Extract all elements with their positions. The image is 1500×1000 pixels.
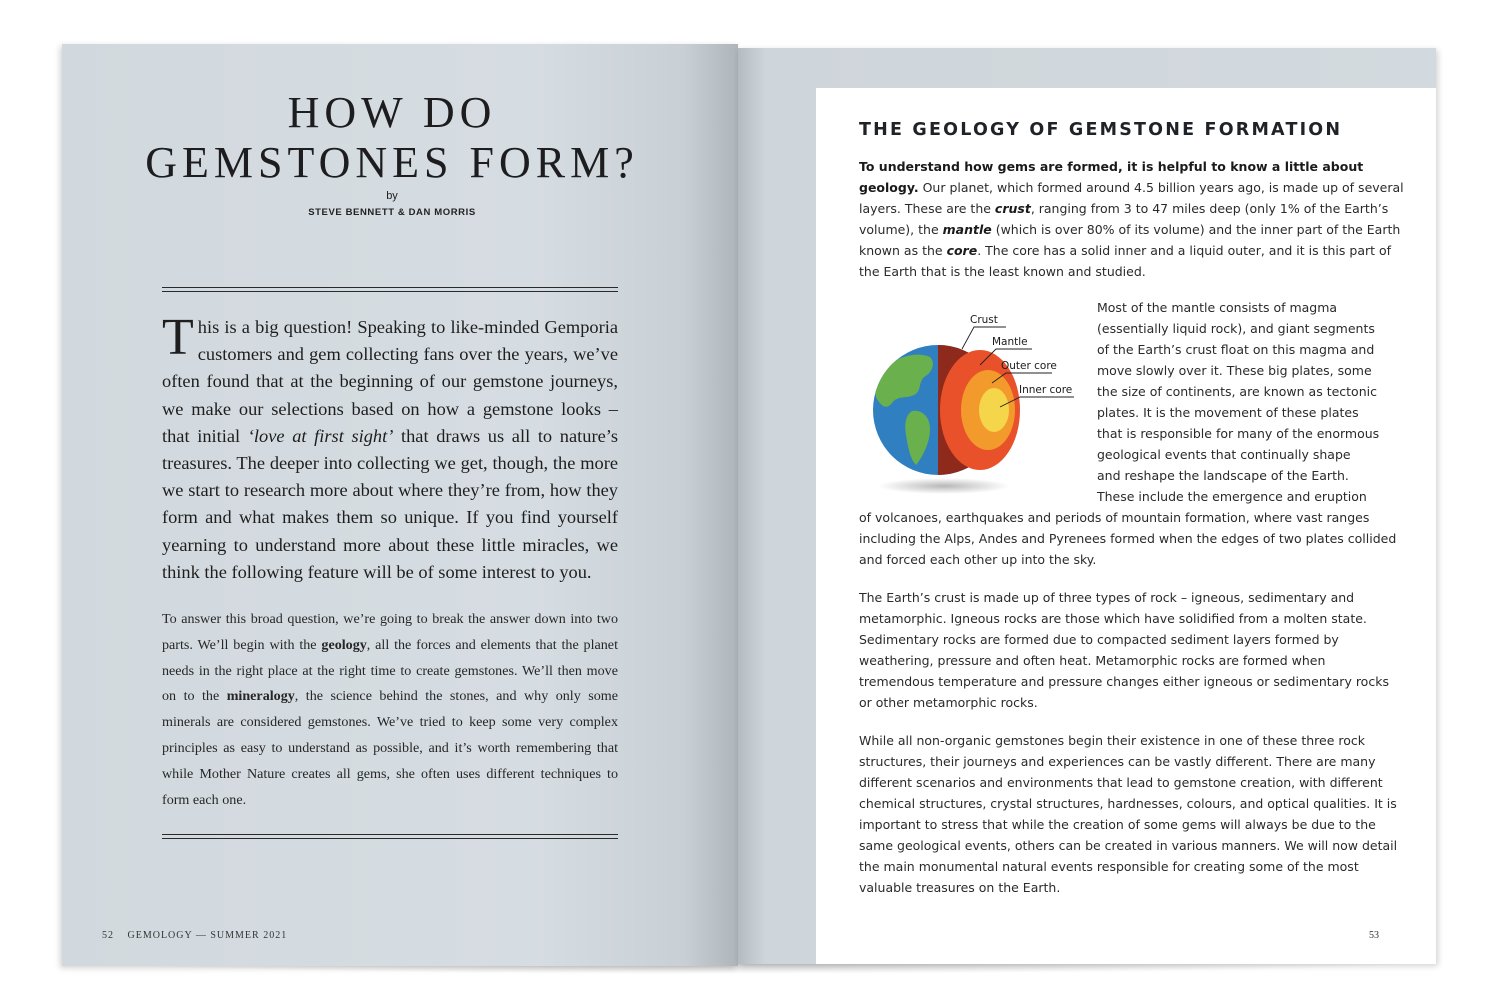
earth-layers-diagram (856, 299, 1086, 499)
label-crust: Crust (970, 314, 998, 326)
term-mantle: mantle (942, 222, 992, 237)
footer-magazine: GEMOLOGY — SUMMER 2021 (127, 930, 288, 941)
left-page (62, 44, 738, 966)
right-paragraph-4: While all non-organic gemstones begin their existence in one of these three rock structures, their journeys and experiences can be vastly different. There are many different scenarios and environments that lead to gemstone creation, with different chemical structures, crystal structures, hardnesses, colours, and optical qualities. It is important to stress that while the creation of some gems will always be due to the same geological events, others can be created in various manners. We will now detail the main monumental natural events responsible for creating some of the most valuable treasures on the Earth. (859, 733, 1398, 895)
p1-text-b: , ranging from 3 to 47 miles deep (only 1% of the Earth’s volume), the (859, 201, 1389, 237)
wrap-line: and reshape the landscape of the Earth. (1097, 468, 1349, 483)
label-inner-core: Inner core (1019, 384, 1073, 396)
label-outer-core: Outer core (1001, 360, 1057, 372)
right-paragraph-1 (859, 156, 1404, 282)
wrap-line: These include the emergence and eruption (1097, 489, 1367, 504)
left-body-bold-geology: geology (321, 636, 367, 653)
right-paragraph-2-rest: of volcanoes, earthquakes and periods of mountain formation, where vast ranges including the Alps, Andes and Pyrenees formed when the edges of two plates collided and forced each other up into the sky. (859, 510, 1397, 567)
wrap-line: plates. It is the movement of these plates (1097, 405, 1359, 420)
article-title (122, 88, 662, 188)
left-page-number: 52 (102, 930, 114, 941)
left-body-bold-mineralogy: mineralogy (226, 688, 295, 705)
title-line-1: HOW DO (287, 88, 497, 137)
label-mantle: Mantle (992, 336, 1028, 348)
p1-lead-bold: To understand how gems are formed, it is helpful to know a little about geology. (859, 159, 1364, 195)
inner-core-layer (979, 388, 1009, 432)
drop-cap: T (162, 309, 194, 366)
right-paragraph-3: The Earth’s crust is made up of three types of rock – igneous, sedimentary and metamorphic. Igneous rocks are those which have solidified from a molten state. Sedimentary rocks are formed due to compacted sediment layers formed by weathering, pressure and often heat. Metamorphic rocks are formed when tremendous temperature and pressure changes either igneous or sedimentary rocks or other metamorphic rocks. (859, 590, 1389, 710)
right-page-number: 53 (1369, 930, 1379, 941)
p1-text-d: . The core has a solid inner and a liquid outer, and it is this part of the Earth that is the least known and studied. (859, 243, 1392, 279)
left-body-paragraph (162, 607, 618, 813)
byline-authors: STEVE BENNETT & DAN MORRIS (308, 207, 476, 218)
white-text-panel (816, 88, 1436, 964)
left-body-text-1: To answer this broad question, we’re going to break the answer down into two parts. We’ll begin with the (162, 611, 618, 653)
p1-text-c: (which is over 80% of its volume) and the inner part of the Earth known as the (859, 222, 1401, 258)
right-paragraph-2-wrap (1097, 297, 1407, 507)
wrap-line: geological events that continually shape (1097, 447, 1351, 462)
wrap-line: the size of continents, are known as tectonic (1097, 384, 1377, 399)
top-double-rule (162, 287, 618, 292)
intro-text-b: that draws us all to nature’s treasures. The deeper into collecting we get, though, the more we start to research more about where they’re from, how they form and what makes them so unique. If you find yourself yearning to understand more about these little miracles, we think the following feature will be of some interest to you. (162, 425, 618, 582)
intro-text-a: his is a big question! Speaking to like-minded Gemporia customers and gem collecting fans over the years, we’ve often found that at the beginning of our gemstone journeys, we make our selections based on how a gemstone looks – that initial (162, 317, 618, 446)
wrap-line: that is responsible for many of the enormous (1097, 426, 1380, 441)
wrap-line: of the Earth’s crust float on this magma and (1097, 342, 1375, 357)
p1-text-a: Our planet, which formed around 4.5 billion years ago, is made up of several layers. These are the (859, 180, 1404, 216)
intro-paragraph (162, 309, 618, 586)
title-line-2: GEMSTONES FORM? (145, 138, 639, 187)
globe-shadow (878, 478, 1010, 494)
right-page (738, 48, 1436, 964)
wrap-line: Most of the mantle consists of magma (1097, 300, 1338, 315)
left-body-text-3: , the science behind the stones, and why only some minerals are considered gemstones. We’ve tried to keep some very complex principles as easy to understand as possible, and it’s worth remembering that while Mother Nature creates all gems, she often uses different techniques to form each one. (162, 688, 618, 808)
intro-italic-phrase: ‘love at first sight’ (247, 425, 394, 446)
section-heading: THE GEOLOGY OF GEMSTONE FORMATION (859, 120, 1343, 140)
term-crust: crust (994, 201, 1031, 216)
left-body-text-2: , all the forces and elements that the planet needs in the right place at the right time to create gemstones. We’ll then move on to the (162, 636, 618, 705)
byline-by: by (386, 190, 398, 202)
bottom-double-rule (162, 834, 618, 839)
wrap-line: move slowly over it. These big plates, some (1097, 363, 1372, 378)
wrap-line: (essentially liquid rock), and giant segments (1097, 321, 1375, 336)
term-core: core (946, 243, 978, 258)
left-footer (102, 930, 297, 941)
